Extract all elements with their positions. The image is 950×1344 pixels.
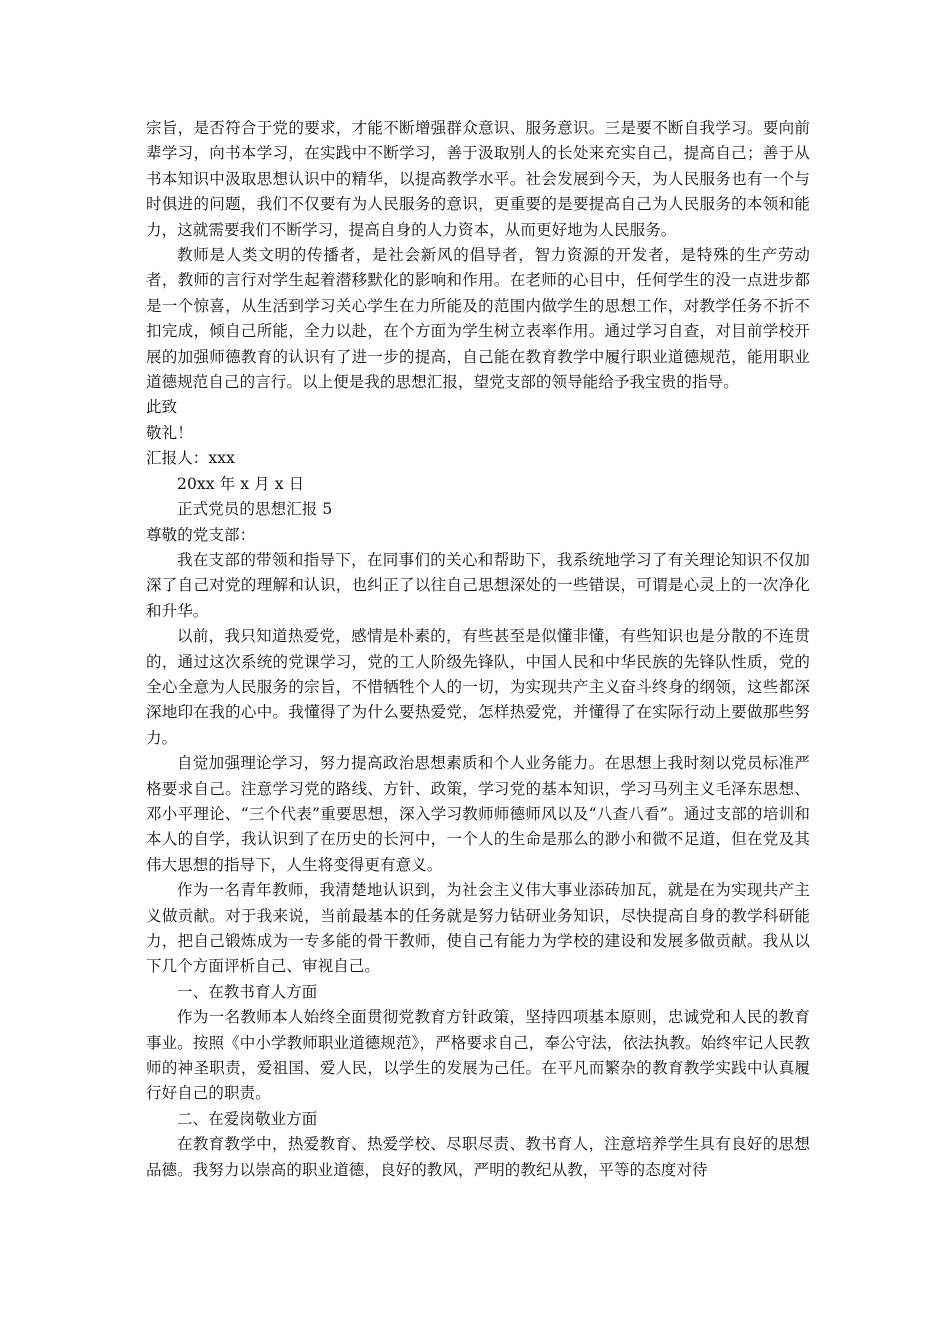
date-line: 20xx 年 x 月 x 日 (177, 474, 305, 493)
section-title: 正式党员的思想汇报 5 (177, 500, 333, 519)
subheading: 一、在教书育人方面 (177, 982, 318, 1001)
salutation: 尊敬的党支部： (146, 525, 256, 544)
paragraph: 以前，我只知道热爱党，感情是朴素的，有些甚至是似懂非懂，有些知识也是分散的不连贯的，通过这次系统的党课学习，党的工人阶级先锋队，中国人民和中华民族的先锋队性质，党的全心全意为人民服务的宗旨，不惜牺牲个人的一切，为实现共产主义奋斗终身的纲领，这些都深深地印在我的心中。我懂得了为什么要热爱党，怎样热爱党，并懂得了在实际行动上要做那些努力。 (146, 627, 810, 747)
subheading: 二、在爱岗敬业方面 (177, 1109, 318, 1128)
paragraph: 在教育教学中，热爱教育、热爱学校、尽职尽责、教书育人，注意培养学生具有良好的思想品德。我努力以崇高的职业道德，良好的教风，严明的教纪从教，平等的态度对待 (146, 1135, 810, 1179)
paragraph: 我在支部的带领和指导下，在同事们的关心和帮助下，我系统地学习了有关理论知识不仅加深了自己对党的理解和认识，也纠正了以往自己思想深处的一些错误，可谓是心灵上的一次净化和升华。 (146, 550, 810, 620)
reporter-line: 汇报人：xxx (146, 449, 235, 468)
paragraph: 自觉加强理论学习，努力提高政治思想素质和个人业务能力。在思想上我时刻以党员标准严格要求自己。注意学习党的路线、方针、政策，学习党的基本知识，学习马列主义毛泽东思想、邓小平理论、“三个代表”重要思想，深入学习教师师德师风以及“八查八看”。通过支部的培训和本人的自学，我认识到了在历史的长河中，一个人的生命是那么的渺小和微不足道，但在党及其伟大思想的指导下，人生将变得更有意义。 (146, 754, 810, 874)
paragraph: 教师是人类文明的传播者，是社会新风的倡导者，智力资源的开发者，是特殊的生产劳动者，教师的言行对学生起着潜移默化的影响和作用。在老师的心目中，任何学生的没一点进步都是一个惊喜，从生活到学习关心学生在力所能及的范围内做学生的思想工作，对教学任务不折不扣完成，倾自己所能，全力以赴，在个方面为学生树立表率作用。通过学习自查，对目前学校开展的加强师德教育的认识有了进一步的提高，自己能在教育教学中履行职业道德规范，能用职业道德规范自己的言行。以上便是我的思想汇报，望党支部的领导能给予我宝贵的指导。 (146, 246, 810, 392)
paragraph: 作为一名教师本人始终全面贯彻党教育方针政策，坚持四项基本原则，忠诚党和人民的教育事业。按照《中小学教师职业道德规范》，严格要求自己，奉公守法，依法执教。始终牢记人民教师的神圣职责，爱祖国、爱人民，以学生的发展为己任。在平凡而繁杂的教育教学实践中认真履行好自己的职责。 (146, 1008, 810, 1103)
closing-line: 此致 (146, 398, 178, 417)
paragraph: 作为一名青年教师，我清楚地认识到，为社会主义伟大事业添砖加瓦，就是在为实现共产主义做贡献。对于我来说，当前最基本的任务就是努力钻研业务知识，尽快提高自身的教学科研能力，把自己锻炼成为一专多能的骨干教师，使自己有能力为学校的建设和发展多做贡献。我从以下几个方面评析自己、审视自己。 (146, 881, 810, 976)
paragraph: 宗旨，是否符合于党的要求，才能不断增强群众意识、服务意识。三是要不断自我学习。要向前辈学习，向书本学习，在实践中不断学习，善于汲取别人的长处来充实自己，提高自己；善于从书本知识中汲取思想认识中的精华，以提高教学水平。社会发展到今天，为人民服务也有一个与时俱进的问题，我们不仅要有为人民服务的意识，更重要的是要提高自己为人民服务的本领和能力，这就需要我们不断学习，提高自身的人力资本，从而更好地为人民服务。 (146, 119, 810, 239)
closing-line: 敬礼！ (146, 423, 193, 442)
document-page (146, 116, 810, 1183)
